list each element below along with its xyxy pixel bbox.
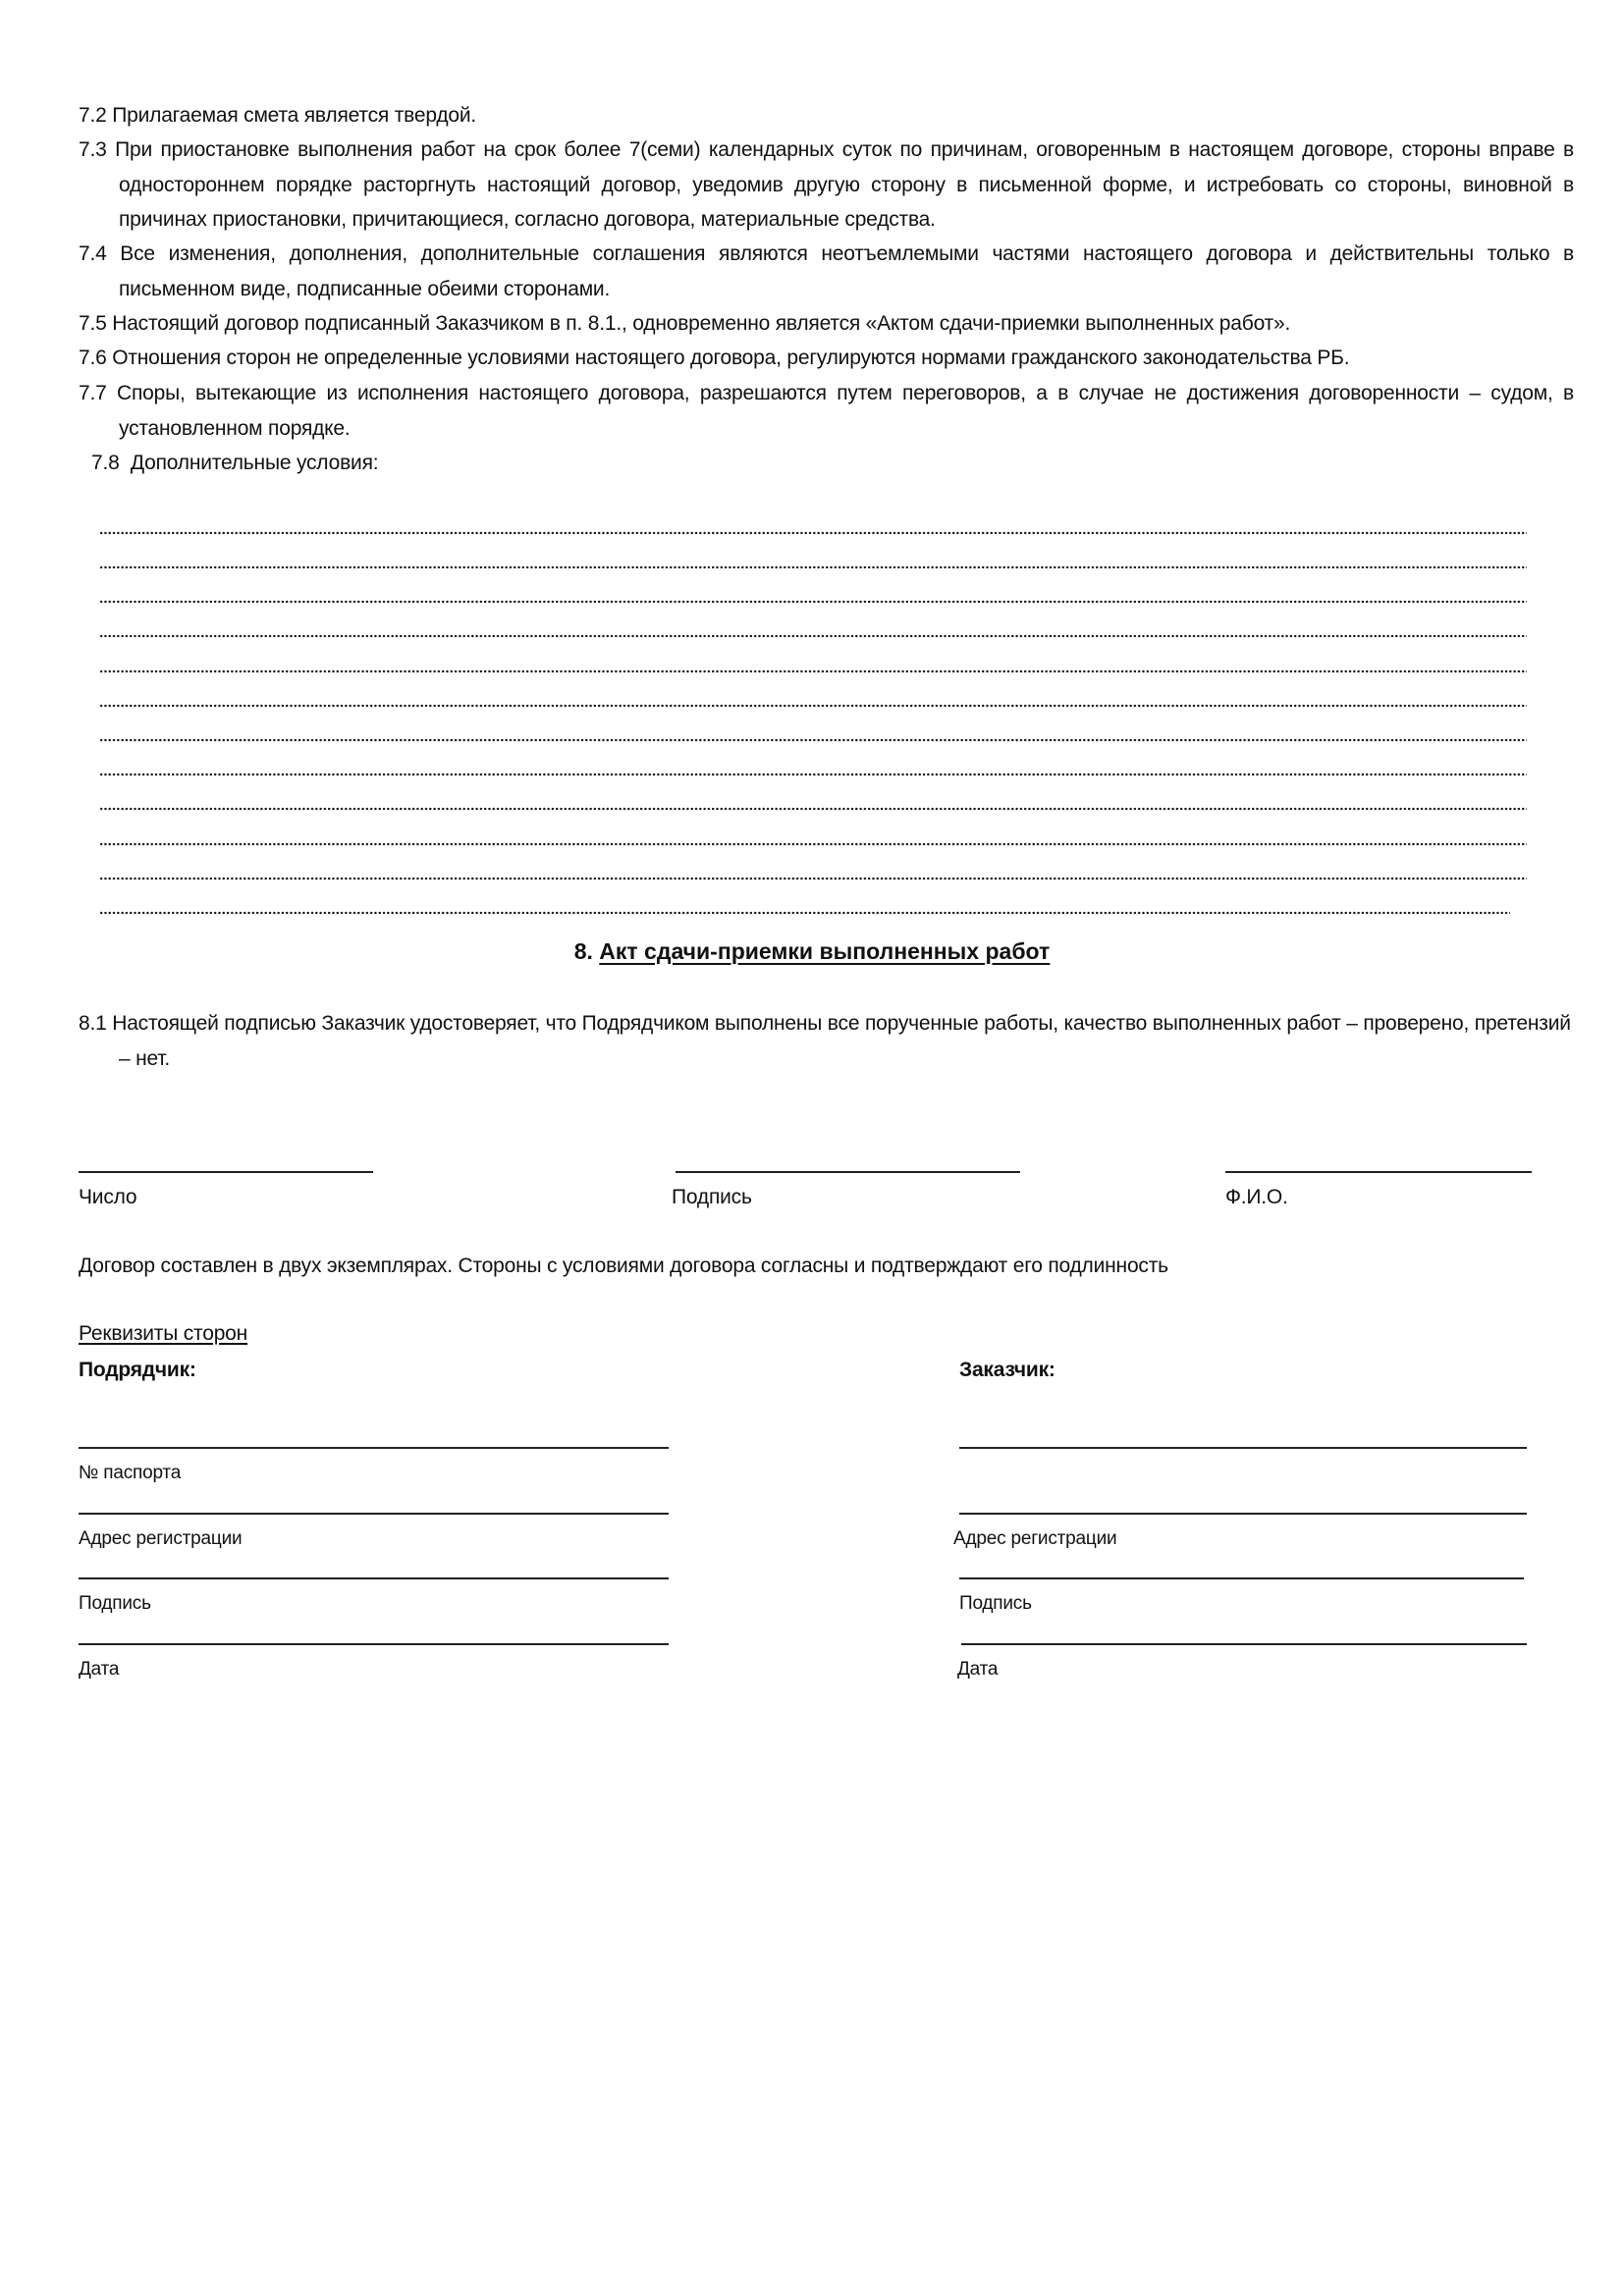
clause-7-7 xyxy=(79,376,1574,446)
clause-7-2 xyxy=(79,98,1534,133)
requisites-title: Реквизиты сторон xyxy=(79,1322,248,1345)
customer-passport-line[interactable] xyxy=(959,1513,1527,1515)
section-number: 8. xyxy=(573,938,593,964)
clause-number: 8.1 xyxy=(79,1012,107,1035)
clause-number: 7.7 xyxy=(79,382,107,404)
customer-date-label: Дата xyxy=(957,1659,999,1680)
clause-text: Все изменения, дополнения, дополнительные соглашения являются неотъемлемыми частями настоящего договора и действительны только в письменном виде, подписанные обеими сторонами. xyxy=(119,242,1574,300)
additional-conditions-line[interactable] xyxy=(99,738,1527,742)
clause-7-6 xyxy=(79,341,1534,376)
contractor-signature-label: Подпись xyxy=(79,1593,151,1614)
additional-conditions-line[interactable] xyxy=(99,634,1527,638)
additional-conditions-line[interactable] xyxy=(99,565,1527,569)
full-name-field-label: Ф.И.О. xyxy=(1225,1186,1288,1208)
contractor-address-line[interactable] xyxy=(79,1577,669,1579)
clause-number: 7.4 xyxy=(79,242,107,265)
contractor-heading: Подрядчик: xyxy=(79,1359,196,1381)
clause-text: Отношения сторон не определенные условиями настоящего договора, регулируются нормами гражданского законодательства РБ. xyxy=(112,347,1350,369)
clause-text: Настоящей подписью Заказчик удостоверяет, что Подрядчиком выполнены все порученные работы, качество выполненных работ – проверено, претензий – нет. xyxy=(112,1012,1571,1070)
section-8-heading xyxy=(0,936,1624,966)
clause-text: Споры, вытекающие из исполнения настоящего договора, разрешаются путем переговоров, а в случае не достижения договоренности – судом, в установленном порядке. xyxy=(117,382,1574,440)
clause-8-1 xyxy=(79,1006,1574,1076)
contractor-name-line[interactable] xyxy=(79,1447,669,1449)
additional-conditions-line[interactable] xyxy=(99,600,1527,604)
clause-7-3 xyxy=(79,133,1574,238)
signature-field-line[interactable] xyxy=(676,1171,1020,1173)
additional-conditions-line[interactable] xyxy=(99,773,1527,776)
additional-conditions-line[interactable] xyxy=(99,911,1510,915)
contractor-passport-line[interactable] xyxy=(79,1513,669,1515)
additional-conditions-line[interactable] xyxy=(99,704,1527,708)
clause-text: Прилагаемая смета является твердой. xyxy=(112,104,477,127)
contractor-date-label: Дата xyxy=(79,1659,120,1680)
clause-text: Настоящий договор подписанный Заказчиком в п. 8.1., одновременно является «Актом сдачи-приемки выполненных работ». xyxy=(112,312,1291,335)
clause-text: Дополнительные условия: xyxy=(130,452,379,474)
clause-number: 7.2 xyxy=(79,104,107,127)
additional-conditions-line[interactable] xyxy=(99,842,1527,846)
customer-signature-label: Подпись xyxy=(959,1593,1032,1614)
additional-conditions-line[interactable] xyxy=(99,531,1527,535)
date-field-line[interactable] xyxy=(79,1171,373,1173)
contractor-passport-label: № паспорта xyxy=(79,1463,182,1483)
clause-7-5 xyxy=(79,306,1534,342)
additional-conditions-line[interactable] xyxy=(99,877,1527,881)
additional-conditions-line[interactable] xyxy=(99,807,1527,811)
signature-field-label: Подпись xyxy=(672,1186,752,1208)
customer-address-line[interactable] xyxy=(959,1577,1524,1579)
customer-heading: Заказчик: xyxy=(959,1359,1056,1381)
customer-name-line[interactable] xyxy=(959,1447,1527,1449)
copies-statement: Договор составлен в двух экземплярах. Стороны с условиями договора согласны и подтверждают его подлинность xyxy=(79,1255,1168,1277)
contractor-signature-line[interactable] xyxy=(79,1643,669,1645)
clause-7-4 xyxy=(79,237,1574,306)
customer-signature-line[interactable] xyxy=(961,1643,1527,1645)
date-field-label: Число xyxy=(79,1186,137,1208)
clause-number: 7.5 xyxy=(79,312,107,335)
clause-number: 7.3 xyxy=(79,138,107,161)
section-title: Акт сдачи-приемки выполненных работ xyxy=(599,938,1051,964)
full-name-field-line[interactable] xyxy=(1225,1171,1532,1173)
clause-text: При приостановке выполнения работ на срок более 7(семи) календарных суток по причинам, оговоренным в настоящем договоре, стороны вправе в одностороннем порядке расторгнуть настоящий договор, уведомив другую сторону в письменной форме, и истребовать со стороны, виновной в причинах приостановки, причитающиеся, согласно договора, материальные средства. xyxy=(115,138,1574,231)
clause-number: 7.8 xyxy=(91,452,120,474)
contractor-address-label: Адрес регистрации xyxy=(79,1528,243,1549)
clause-7-8 xyxy=(91,446,1546,481)
customer-address-label: Адрес регистрации xyxy=(953,1528,1117,1549)
clause-number: 7.6 xyxy=(79,347,107,369)
additional-conditions-line[interactable] xyxy=(99,669,1527,673)
